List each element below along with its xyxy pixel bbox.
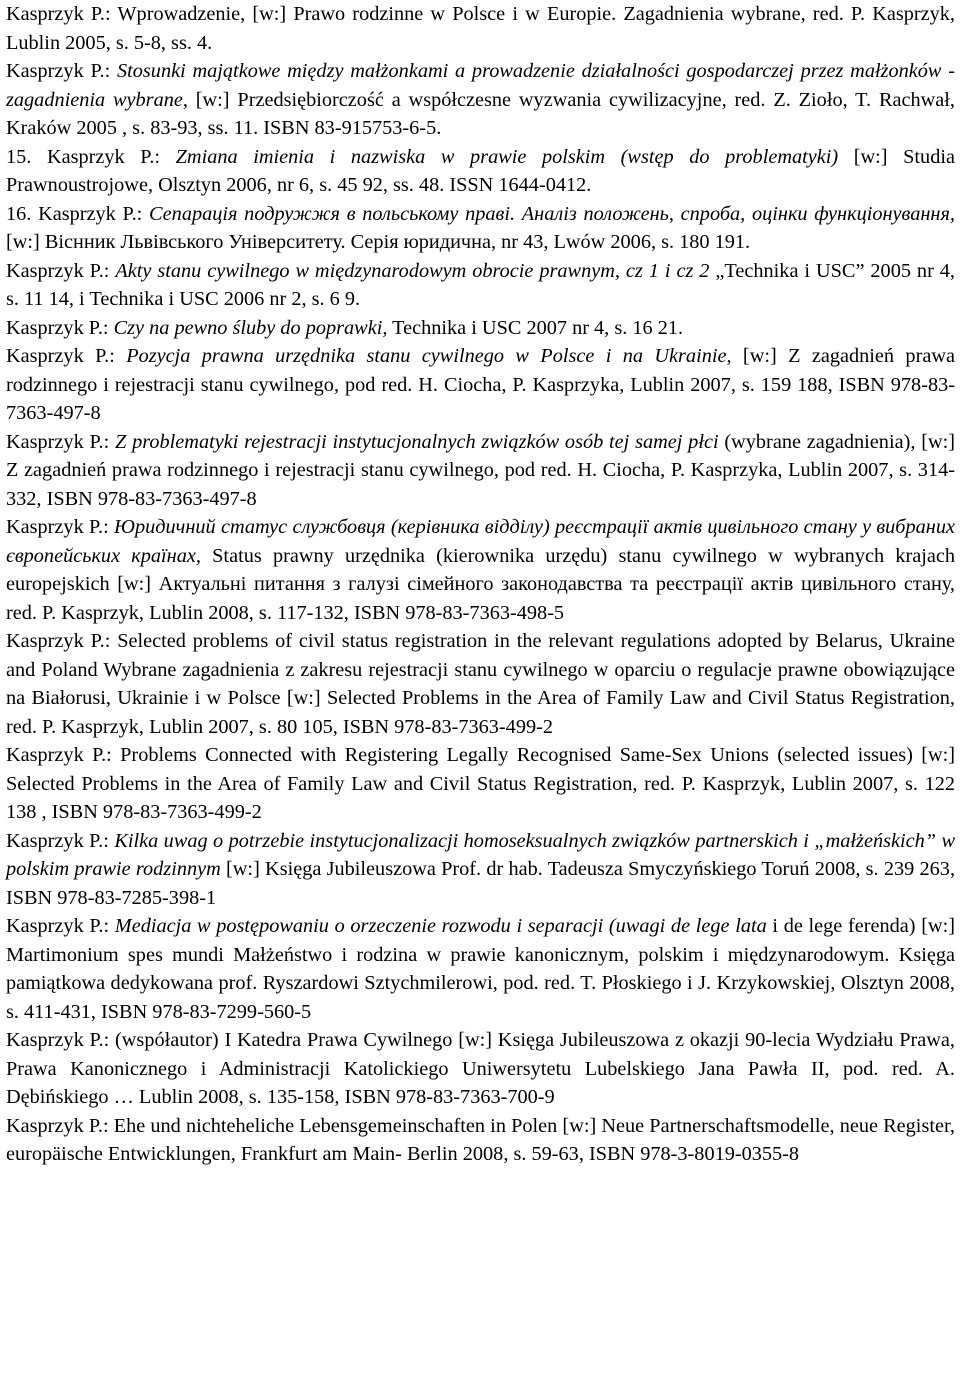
entry-author: Kasprzyk P.: (6, 829, 115, 852)
entry-details: Technika i USC 2007 nr 4, s. 16 21. (387, 316, 684, 339)
entry-details: [w:] Przedsiębiorczość a współczesne wyzwania cywilizacyjne, red. Z. Zioło, T. Rachwał, Kraków 2005 , s. 83-93, ss. 11. ISBN 83-915753-6-5. (6, 88, 955, 139)
entry-author: Kasprzyk P.: (6, 60, 117, 82)
entry-author: 16. Kasprzyk P.: (6, 202, 150, 225)
entry-details: [w:] Z zagadnień prawa rodzinnego i rejestracji stanu cywilnego, pod red. H. Ciocha, P. Kasprzyka, Lublin 2007, s. 159 188, ISBN 978-83-7363-497-8 (6, 345, 955, 424)
bibliography-entry (6, 257, 955, 314)
bibliography-entry (6, 200, 955, 257)
entry-title: Сепарація подружжя в польському праві. Аналіз положень, спроба, оцінки функціонування, (149, 202, 955, 225)
entry-title: Pozycja prawna urzędnika stanu cywilnego w Polsce i na Ukrainie, (126, 345, 732, 367)
entry-details: Status prawny urzędnika (kierownika urzędu) stanu cywilnego w wybranych krajach europejskich [w:] Актуальні питання з галузі сімейного законодавства та реєстрації актів цивільного стану, red. P. Kasprzyk, Lublin 2008, s. 117-132, ISBN 978-83-7363-498-5 (6, 544, 955, 624)
entry-details: Ehe und nichteheliche Lebensgemeinschaften in Polen [w:] Neue Partnerschaftsmodelle, neue Register, europäische Entwicklungen, Frankfurt am Main- Berlin 2008, s. 59-63, ISBN 978-3-8019-0355-8 (6, 1114, 955, 1165)
entry-title: Z problematyki rejestracji instytucjonalnych związków osób tej samej płci (115, 430, 719, 453)
bibliography-entry (6, 143, 955, 200)
bibliography-entry (6, 741, 955, 827)
bibliography-entry (6, 57, 955, 143)
entry-details: [w:] Księga Jubileuszowa Prof. dr hab. Tadeusza Smyczyńskiego Toruń 2008, s. 239 263, ISBN 978-83-7285-398-1 (6, 858, 956, 909)
entry-author: Kasprzyk P.: (6, 316, 114, 339)
entry-details: Wprowadzenie, [w:] Prawo rodzinne w Polsce i w Europie. Zagadnienia wybrane, red. P. Kasprzyk, Lublin 2005, s. 5-8, ss. 4. (6, 3, 955, 54)
entry-title: Юридичний статус службовця (керівника відділу) реєстрації актів цивільного стану у вибраних європейських країнах, (6, 516, 955, 567)
entry-title: Kilka uwag o potrzebie instytucjonalizacji homoseksualnych związków partnerskich i „małżeńskich” w polskim prawie rodzinnym (6, 829, 955, 880)
entry-details: (wybrane zagadnienia), [w:] Z zagadnień prawa rodzinnego i rejestracji stanu cywilnego, pod red. H. Ciocha, P. Kasprzyka, Lublin 2007, s. 314-332, ISBN 978-83-7363-497-8 (6, 430, 955, 510)
entry-author: Kasprzyk P.: (6, 430, 116, 453)
bibliography-entry (6, 1112, 955, 1169)
entry-author: 15. Kasprzyk P.: (6, 145, 176, 168)
entry-author: Kasprzyk P.: (6, 1029, 116, 1051)
bibliography-entry (6, 428, 955, 514)
entry-title: Zmiana imienia i nazwiska w prawie polskim (wstęp do problematyki) (175, 145, 839, 168)
entry-author: Kasprzyk P.: (6, 1114, 114, 1137)
bibliography-entry (6, 827, 955, 913)
bibliography-entry (6, 1026, 955, 1112)
bibliography-entry (6, 627, 955, 741)
bibliography-entry (6, 342, 955, 428)
entry-details: i de lege ferenda) [w:] Martimonium spes mundi Małżeństwo i rodzina w prawie kanonicznym, polskim i międzynarodowym. Księga pamiątkowa dedykowana prof. Ryszardowi Sztychmilerowi, pod. red. T. Płoskiego i J. Krzykowskiej, Olsztyn 2008, s. 411-431, ISBN 978-83-7299-560-5 (6, 915, 955, 1023)
entry-details: „Technika i USC” 2005 nr 4, s. 11 14, i Technika i USC 2006 nr 2, s. 6 9. (6, 259, 955, 310)
entry-author: Kasprzyk P.: (6, 259, 116, 282)
entry-details: [w:] Віснник Львівського Університету. Серія юридична, nr 43, Lwów 2006, s. 180 191. (6, 231, 751, 253)
entry-title: Mediacja w postępowaniu o orzeczenie rozwodu i separacji (uwagi de lege lata (114, 915, 767, 937)
bibliography-entry (6, 912, 955, 1026)
entry-author: Kasprzyk P.: (6, 516, 115, 538)
entry-details: (współautor) I Katedra Prawa Cywilnego [w:] Księga Jubileuszowa z okazji 90-lecia Wydziału Prawa, Prawa Kanonicznego i Administracji Katolickiego Uniwersytetu Lubelskiego Jana Pawła II, pod. red. A. Dębińskiego … Lublin 2008, s. 135-158, ISBN 978-83-7363-700-9 (6, 1029, 955, 1108)
entry-author: Kasprzyk P.: (6, 744, 121, 766)
entry-details: [w:] Studia Prawnoustrojowe, Olsztyn 2006, nr 6, s. 45 92, ss. 48. ISSN 1644-0412. (6, 145, 955, 196)
bibliography-entry (6, 314, 955, 343)
entry-details: Problems Connected with Registering Legally Recognised Same-Sex Unions (selected issues) [w:] Selected Problems in the Area of Family Law and Civil Status Registration, red. P. Kasprzyk, Lublin 2007, s. 122 138 , ISBN 978-83-7363-499-2 (6, 744, 955, 823)
entry-details: Selected problems of civil status registration in the relevant regulations adopted by Belarus, Ukraine and Poland Wybrane zagadnienia z zakresu rejestracji stanu cywilnego w oparciu o regulacje prawne obowiązujące na Białorusi, Ukrainie i w Polsce [w:] Selected Problems in the Area of Family Law and Civil Status Registration, red. P. Kasprzyk, Lublin 2007, s. 80 105, ISBN 978-83-7363-499-2 (6, 630, 955, 738)
bibliography-entry (6, 513, 955, 627)
entry-author: Kasprzyk P.: (6, 3, 118, 25)
entry-title: Akty stanu cywilnego w międzynarodowym obrocie prawnym, cz 1 i cz 2 (115, 259, 710, 282)
entry-author: Kasprzyk P.: (6, 345, 127, 367)
bibliography-entry (6, 0, 955, 57)
entry-title: Czy na pewno śluby do poprawki, (113, 316, 388, 339)
entry-author: Kasprzyk P.: (6, 630, 118, 652)
entry-author: Kasprzyk P.: (6, 915, 115, 937)
entry-title: Stosunki majątkowe między małżonkami a prowadzenie działalności gospodarczej przez małżonków - zagadnienia wybrane, (6, 60, 955, 111)
